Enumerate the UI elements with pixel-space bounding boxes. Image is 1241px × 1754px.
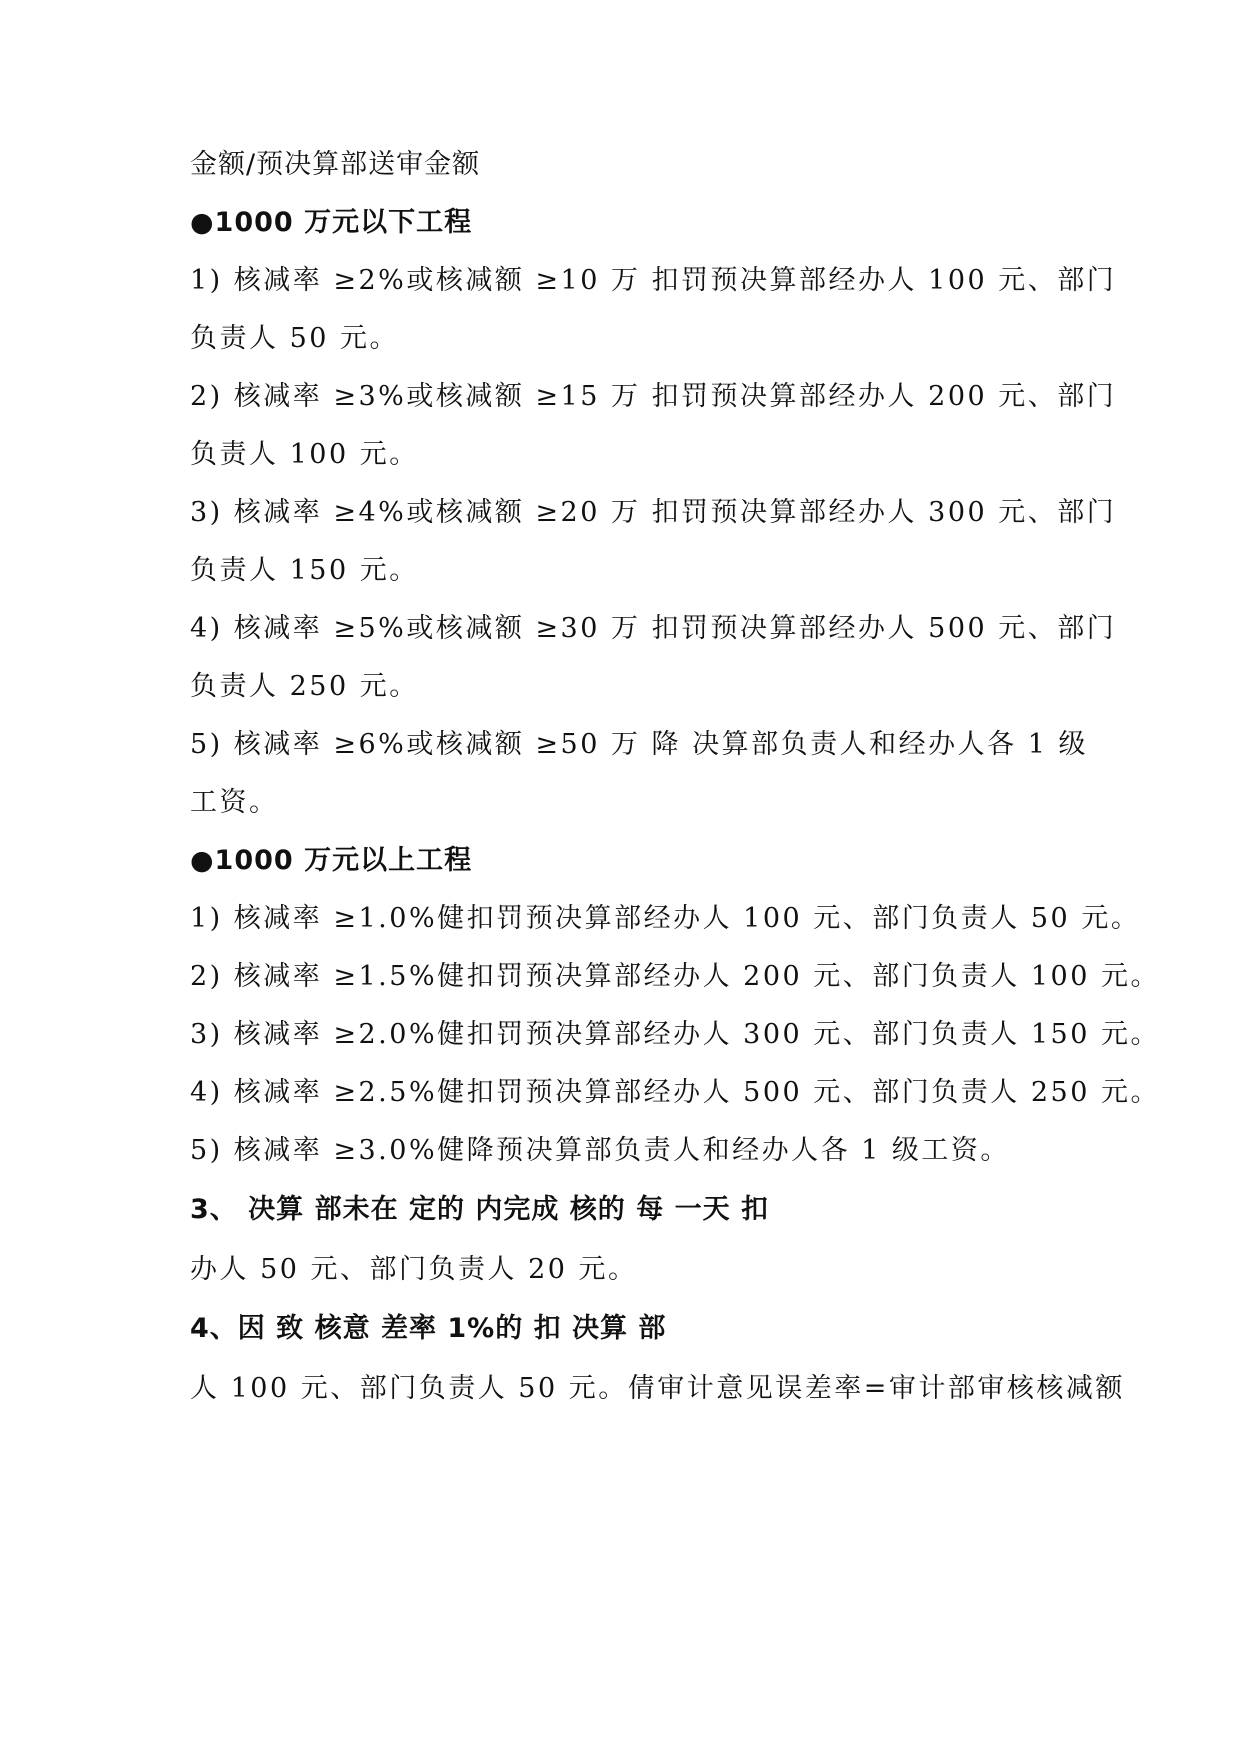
rule-item-b2: 2) 核减率 ≥1.5%健扣罚预决算部经办人 200 元、部门负责人 100 元。 [190, 961, 1160, 992]
rule-item-b4: 4) 核减率 ≥2.5%健扣罚预决算部经办人 500 元、部门负责人 250 元。 [190, 1077, 1160, 1108]
rule-item-3: 3) 核减率 ≥4%或核减额 ≥20 万 扣罚预决算部经办人 300 元、部门 [190, 497, 1117, 528]
rule-item-1-cont: 负责人 50 元。 [190, 323, 400, 354]
rule-item-4-cont: 负责人 250 元。 [190, 671, 419, 702]
clause-4-cont: 人 100 元、部门负责人 50 元。倩审计意见误差率=审计部审核核减额 [190, 1373, 1125, 1404]
rule-item-1: 1) 核减率 ≥2%或核减额 ≥10 万 扣罚预决算部经办人 100 元、部门 [190, 265, 1117, 296]
clause-3: 3、 决算 部未在 定的 内完成 核的 每 一天 扣 [190, 1194, 769, 1225]
rule-item-3-cont: 负责人 150 元。 [190, 555, 419, 586]
section-heading-above-10m: ●1000 万元以上工程 [190, 845, 473, 876]
rule-item-5-cont: 工资。 [190, 787, 279, 818]
rule-item-5: 5) 核减率 ≥6%或核减额 ≥50 万 降 决算部负责人和经办人各 1 级 [190, 729, 1088, 760]
text-line-intro: 金额/预决算部送审金额 [190, 149, 481, 180]
clause-3-cont: 办人 50 元、部门负责人 20 元。 [190, 1254, 638, 1285]
clause-4: 4、因 致 核意 差率 1%的 扣 决算 部 [190, 1313, 667, 1344]
rule-item-4: 4) 核减率 ≥5%或核减额 ≥30 万 扣罚预决算部经办人 500 元、部门 [190, 613, 1117, 644]
rule-item-b5: 5) 核减率 ≥3.0%健降预决算部负责人和经办人各 1 级工资。 [190, 1135, 1010, 1166]
rule-item-b3: 3) 核减率 ≥2.0%健扣罚预决算部经办人 300 元、部门负责人 150 元。 [190, 1019, 1160, 1050]
rule-item-b1: 1) 核减率 ≥1.0%健扣罚预决算部经办人 100 元、部门负责人 50 元。 [190, 903, 1141, 934]
rule-item-2-cont: 负责人 100 元。 [190, 439, 419, 470]
section-heading-below-10m: ●1000 万元以下工程 [190, 207, 473, 238]
rule-item-2: 2) 核减率 ≥3%或核减额 ≥15 万 扣罚预决算部经办人 200 元、部门 [190, 381, 1117, 412]
